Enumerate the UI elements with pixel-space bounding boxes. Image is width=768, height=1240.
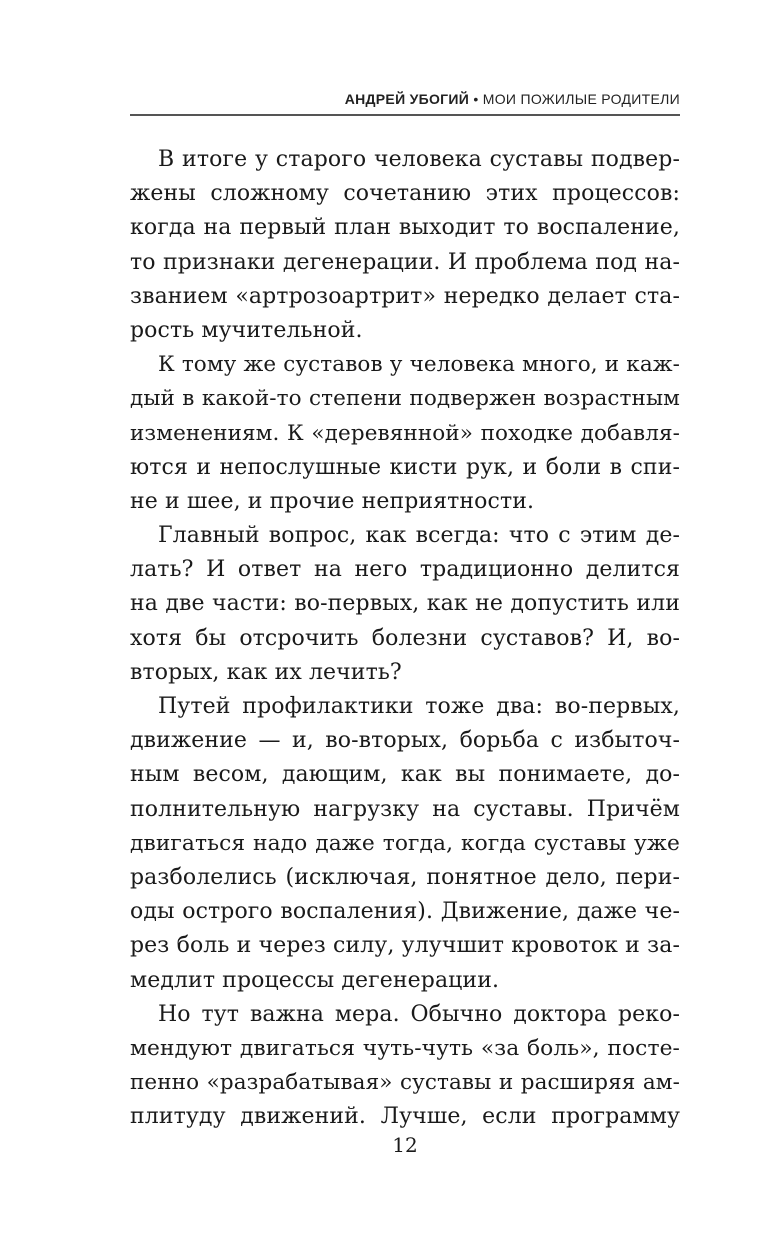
running-head [130, 90, 680, 108]
text-line: на две части: во-первых, как не допустить или [130, 591, 680, 617]
text-line: то признаки дегенерации. И проблема под на- [130, 249, 680, 275]
text-line: изменениям. К «деревянной» походке добавля- [130, 420, 680, 446]
text-line: Но тут важна мера. Обычно доктора реко- [158, 1001, 680, 1027]
text-line: Путей профилактики тоже два: во-первых, [158, 694, 680, 719]
running-head-separator: • [469, 91, 483, 107]
running-head-author: АНДРЕЙ УБОГИЙ [344, 91, 470, 107]
text-line: рость мучительной. [130, 317, 363, 343]
text-line: двигаться надо даже тогда, когда суставы уже [130, 830, 680, 856]
text-line: званием «артрозоартрит» нередко делает ста- [130, 283, 680, 309]
text-line: ным весом, дающим, как вы понимаете, до- [130, 762, 680, 788]
body-text [130, 143, 680, 1134]
text-line: пенно «разрабатывая» суставы и расширяя ам- [130, 1070, 680, 1096]
text-line: В итоге у старого человека суставы подвер- [158, 147, 680, 172]
text-line: жены сложному сочетанию этих процессов: [130, 181, 680, 207]
text-line: К тому же суставов у человека много, и каж- [158, 352, 680, 378]
header-rule [130, 114, 680, 116]
text-line: Главный вопрос, как всегда: что с этим де- [158, 523, 680, 549]
text-line: когда на первый план выходит то воспаление, [130, 215, 680, 241]
text-line: не и шее, и прочие неприятности. [130, 488, 535, 514]
text-line: разболелись (исключая, понятное дело, пери- [130, 864, 680, 890]
text-line: дый в какой-то степени подвержен возрастным [130, 386, 680, 412]
text-line: вторых, как их лечить? [130, 659, 402, 685]
text-line: ются и непослушные кисти рук, и боли в спи- [130, 454, 680, 480]
text-line: лать? И ответ на него традиционно делится [130, 557, 680, 583]
text-line: хотя бы отсрочить болезни суставов? И, во- [130, 625, 680, 651]
text-line: рез боль и через силу, улучшит кровоток и за- [130, 933, 680, 959]
text-line: плитуду движений. Лучше, если программу [130, 1104, 680, 1130]
page-number: 12 [392, 1133, 418, 1157]
running-head-book-title: МОИ ПОЖИЛЫЕ РОДИТЕЛИ [482, 91, 680, 107]
text-line: мендуют двигаться чуть-чуть «за боль», посте- [130, 1035, 680, 1061]
text-line: полнительную нагрузку на суставы. Причём [130, 796, 680, 822]
text-line: медлит процессы дегенерации. [130, 967, 500, 993]
text-line: движение — и, во-вторых, борьба с избыточ- [130, 728, 680, 754]
text-line: оды острого воспаления). Движение, даже че- [130, 899, 680, 925]
